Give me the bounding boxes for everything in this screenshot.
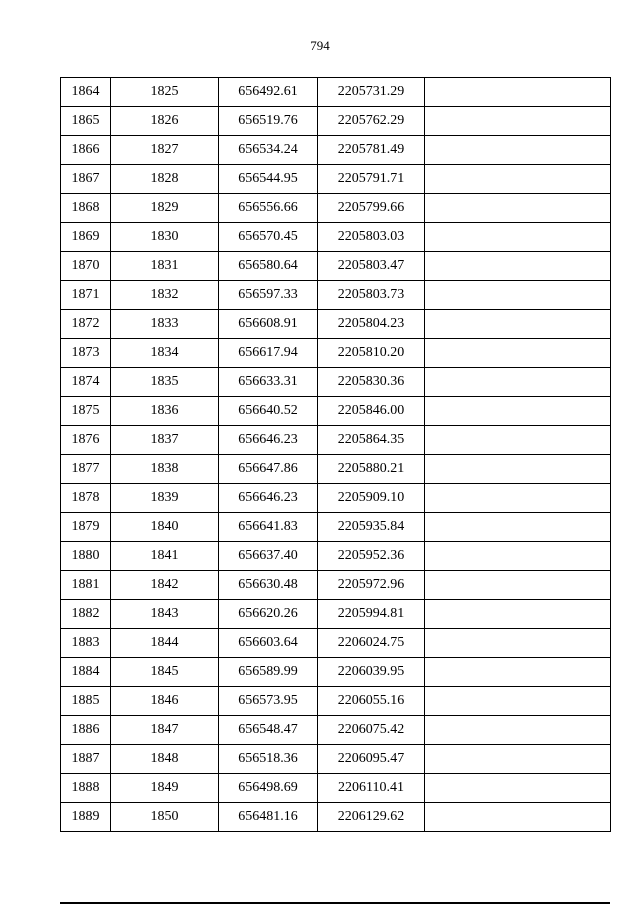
table-row <box>61 397 611 426</box>
table-body <box>61 78 611 832</box>
empty-cell <box>425 223 611 252</box>
empty-cell <box>425 484 611 513</box>
y-coordinate-cell: 2205803.03 <box>318 223 425 252</box>
table-row <box>61 542 611 571</box>
row-index-cell: 1870 <box>61 252 111 281</box>
row-index-cell: 1881 <box>61 571 111 600</box>
table-row <box>61 107 611 136</box>
x-coordinate-cell: 656519.76 <box>219 107 318 136</box>
x-coordinate-cell: 656630.48 <box>219 571 318 600</box>
empty-cell <box>425 426 611 455</box>
table-row <box>61 78 611 107</box>
empty-cell <box>425 165 611 194</box>
table-row <box>61 310 611 339</box>
point-id-cell: 1838 <box>111 455 219 484</box>
table-row <box>61 658 611 687</box>
table-row <box>61 774 611 803</box>
point-id-cell: 1846 <box>111 687 219 716</box>
point-id-cell: 1828 <box>111 165 219 194</box>
point-id-cell: 1836 <box>111 397 219 426</box>
empty-cell <box>425 687 611 716</box>
row-index-cell: 1864 <box>61 78 111 107</box>
row-index-cell: 1865 <box>61 107 111 136</box>
row-index-cell: 1882 <box>61 600 111 629</box>
table-row <box>61 223 611 252</box>
footer-rule <box>60 902 610 904</box>
y-coordinate-cell: 2205762.29 <box>318 107 425 136</box>
point-id-cell: 1834 <box>111 339 219 368</box>
y-coordinate-cell: 2205731.29 <box>318 78 425 107</box>
empty-cell <box>425 716 611 745</box>
row-index-cell: 1887 <box>61 745 111 774</box>
row-index-cell: 1871 <box>61 281 111 310</box>
row-index-cell: 1879 <box>61 513 111 542</box>
y-coordinate-cell: 2205781.49 <box>318 136 425 165</box>
table-row <box>61 194 611 223</box>
y-coordinate-cell: 2205804.23 <box>318 310 425 339</box>
empty-cell <box>425 542 611 571</box>
table-row <box>61 687 611 716</box>
x-coordinate-cell: 656556.66 <box>219 194 318 223</box>
table-row <box>61 600 611 629</box>
empty-cell <box>425 281 611 310</box>
y-coordinate-cell: 2206024.75 <box>318 629 425 658</box>
point-id-cell: 1830 <box>111 223 219 252</box>
y-coordinate-cell: 2205803.73 <box>318 281 425 310</box>
y-coordinate-cell: 2205864.35 <box>318 426 425 455</box>
row-index-cell: 1876 <box>61 426 111 455</box>
x-coordinate-cell: 656637.40 <box>219 542 318 571</box>
empty-cell <box>425 368 611 397</box>
y-coordinate-cell: 2205994.81 <box>318 600 425 629</box>
row-index-cell: 1873 <box>61 339 111 368</box>
point-id-cell: 1842 <box>111 571 219 600</box>
point-id-cell: 1825 <box>111 78 219 107</box>
empty-cell <box>425 455 611 484</box>
point-id-cell: 1826 <box>111 107 219 136</box>
empty-cell <box>425 803 611 832</box>
x-coordinate-cell: 656597.33 <box>219 281 318 310</box>
row-index-cell: 1874 <box>61 368 111 397</box>
y-coordinate-cell: 2205972.96 <box>318 571 425 600</box>
x-coordinate-cell: 656617.94 <box>219 339 318 368</box>
empty-cell <box>425 600 611 629</box>
empty-cell <box>425 397 611 426</box>
y-coordinate-cell: 2206129.62 <box>318 803 425 832</box>
row-index-cell: 1880 <box>61 542 111 571</box>
point-id-cell: 1840 <box>111 513 219 542</box>
table-row <box>61 165 611 194</box>
y-coordinate-cell: 2205803.47 <box>318 252 425 281</box>
point-id-cell: 1847 <box>111 716 219 745</box>
table-row <box>61 484 611 513</box>
table-row <box>61 339 611 368</box>
y-coordinate-cell: 2205952.36 <box>318 542 425 571</box>
empty-cell <box>425 78 611 107</box>
x-coordinate-cell: 656492.61 <box>219 78 318 107</box>
point-id-cell: 1833 <box>111 310 219 339</box>
point-id-cell: 1845 <box>111 658 219 687</box>
table-row <box>61 455 611 484</box>
row-index-cell: 1868 <box>61 194 111 223</box>
page-number: 794 <box>310 38 330 53</box>
row-index-cell: 1869 <box>61 223 111 252</box>
point-id-cell: 1843 <box>111 600 219 629</box>
x-coordinate-cell: 656518.36 <box>219 745 318 774</box>
y-coordinate-cell: 2205830.36 <box>318 368 425 397</box>
y-coordinate-cell: 2205799.66 <box>318 194 425 223</box>
y-coordinate-cell: 2206095.47 <box>318 745 425 774</box>
point-id-cell: 1849 <box>111 774 219 803</box>
empty-cell <box>425 310 611 339</box>
empty-cell <box>425 252 611 281</box>
y-coordinate-cell: 2205935.84 <box>318 513 425 542</box>
empty-cell <box>425 658 611 687</box>
x-coordinate-cell: 656481.16 <box>219 803 318 832</box>
row-index-cell: 1884 <box>61 658 111 687</box>
y-coordinate-cell: 2205909.10 <box>318 484 425 513</box>
row-index-cell: 1867 <box>61 165 111 194</box>
empty-cell <box>425 629 611 658</box>
x-coordinate-cell: 656589.99 <box>219 658 318 687</box>
x-coordinate-cell: 656646.23 <box>219 484 318 513</box>
x-coordinate-cell: 656641.83 <box>219 513 318 542</box>
point-id-cell: 1844 <box>111 629 219 658</box>
table-row <box>61 716 611 745</box>
row-index-cell: 1886 <box>61 716 111 745</box>
y-coordinate-cell: 2205810.20 <box>318 339 425 368</box>
point-id-cell: 1839 <box>111 484 219 513</box>
table-row <box>61 513 611 542</box>
x-coordinate-cell: 656570.45 <box>219 223 318 252</box>
y-coordinate-cell: 2206055.16 <box>318 687 425 716</box>
point-id-cell: 1829 <box>111 194 219 223</box>
y-coordinate-cell: 2206039.95 <box>318 658 425 687</box>
x-coordinate-cell: 656603.64 <box>219 629 318 658</box>
empty-cell <box>425 513 611 542</box>
x-coordinate-cell: 656544.95 <box>219 165 318 194</box>
table-row <box>61 803 611 832</box>
point-id-cell: 1831 <box>111 252 219 281</box>
x-coordinate-cell: 656633.31 <box>219 368 318 397</box>
row-index-cell: 1885 <box>61 687 111 716</box>
row-index-cell: 1889 <box>61 803 111 832</box>
y-coordinate-cell: 2205791.71 <box>318 165 425 194</box>
table-row <box>61 368 611 397</box>
empty-cell <box>425 745 611 774</box>
table-row <box>61 745 611 774</box>
x-coordinate-cell: 656620.26 <box>219 600 318 629</box>
point-id-cell: 1848 <box>111 745 219 774</box>
x-coordinate-cell: 656646.23 <box>219 426 318 455</box>
row-index-cell: 1866 <box>61 136 111 165</box>
x-coordinate-cell: 656534.24 <box>219 136 318 165</box>
point-id-cell: 1827 <box>111 136 219 165</box>
row-index-cell: 1883 <box>61 629 111 658</box>
y-coordinate-cell: 2206075.42 <box>318 716 425 745</box>
empty-cell <box>425 194 611 223</box>
empty-cell <box>425 571 611 600</box>
x-coordinate-cell: 656498.69 <box>219 774 318 803</box>
x-coordinate-cell: 656640.52 <box>219 397 318 426</box>
row-index-cell: 1888 <box>61 774 111 803</box>
row-index-cell: 1878 <box>61 484 111 513</box>
x-coordinate-cell: 656647.86 <box>219 455 318 484</box>
table-row <box>61 136 611 165</box>
point-id-cell: 1850 <box>111 803 219 832</box>
x-coordinate-cell: 656580.64 <box>219 252 318 281</box>
x-coordinate-cell: 656608.91 <box>219 310 318 339</box>
row-index-cell: 1875 <box>61 397 111 426</box>
coordinates-table <box>60 77 611 832</box>
point-id-cell: 1835 <box>111 368 219 397</box>
x-coordinate-cell: 656573.95 <box>219 687 318 716</box>
table-row <box>61 571 611 600</box>
empty-cell <box>425 339 611 368</box>
row-index-cell: 1877 <box>61 455 111 484</box>
table-row <box>61 426 611 455</box>
point-id-cell: 1832 <box>111 281 219 310</box>
empty-cell <box>425 107 611 136</box>
y-coordinate-cell: 2205880.21 <box>318 455 425 484</box>
row-index-cell: 1872 <box>61 310 111 339</box>
y-coordinate-cell: 2206110.41 <box>318 774 425 803</box>
point-id-cell: 1841 <box>111 542 219 571</box>
point-id-cell: 1837 <box>111 426 219 455</box>
table-row <box>61 281 611 310</box>
table-row <box>61 629 611 658</box>
y-coordinate-cell: 2205846.00 <box>318 397 425 426</box>
x-coordinate-cell: 656548.47 <box>219 716 318 745</box>
empty-cell <box>425 774 611 803</box>
empty-cell <box>425 136 611 165</box>
table-row <box>61 252 611 281</box>
